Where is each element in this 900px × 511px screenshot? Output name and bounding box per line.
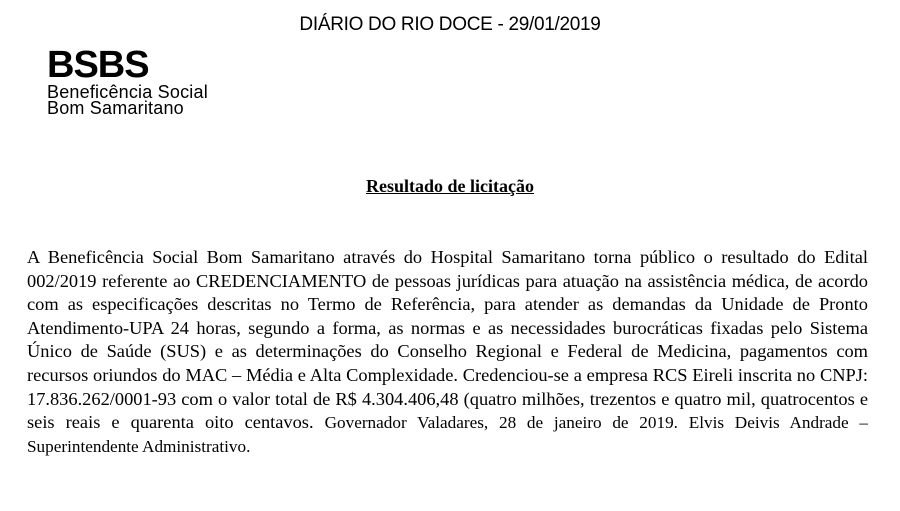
organization-logo [47,46,208,116]
logo-name-line-1: Beneficência Social [47,82,208,102]
document-body [27,246,868,458]
newspaper-header: DIÁRIO DO RIO DOCE - 29/01/2019 [299,14,601,35]
logo-mark: BSBS [47,44,149,86]
document-title: Resultado de licitação [366,176,534,196]
body-main-text: A Beneficência Social Bom Samaritano através do Hospital Samaritano torna público o resultado do Edital 002/2019 referente ao CREDENCIAMENTO de pessoas jurídicas para atuação na assistência médica, de acordo com as especificações descritas no Termo de Referência, para atender as demandas da Unidade de Pronto Atendimento-UPA 24 horas, segundo a forma, as normas e as necessidades burocráticas fixadas pelo Sistema Único de Saúde (SUS) e as determinações do Conselho Regional e Federal de Medicina, pagamentos com recursos oriundos do MAC – Média e Alta Complexidade. Credenciou-se a empresa RCS Eireli inscrita no CNPJ: 17.836.262/0001-93 com o valor total de R$ 4.304.406,48 (quatro milhões, trezentos e quatro mil, quatrocentos e seis reais e quarenta oito centavos. [27,247,868,433]
body-closing-text: Governador Valadares, 28 de janeiro de 2019. Elvis Deivis Andrade – Superintendente Administrativo. [27,413,868,456]
logo-name-line-2: Bom Samaritano [47,98,184,118]
